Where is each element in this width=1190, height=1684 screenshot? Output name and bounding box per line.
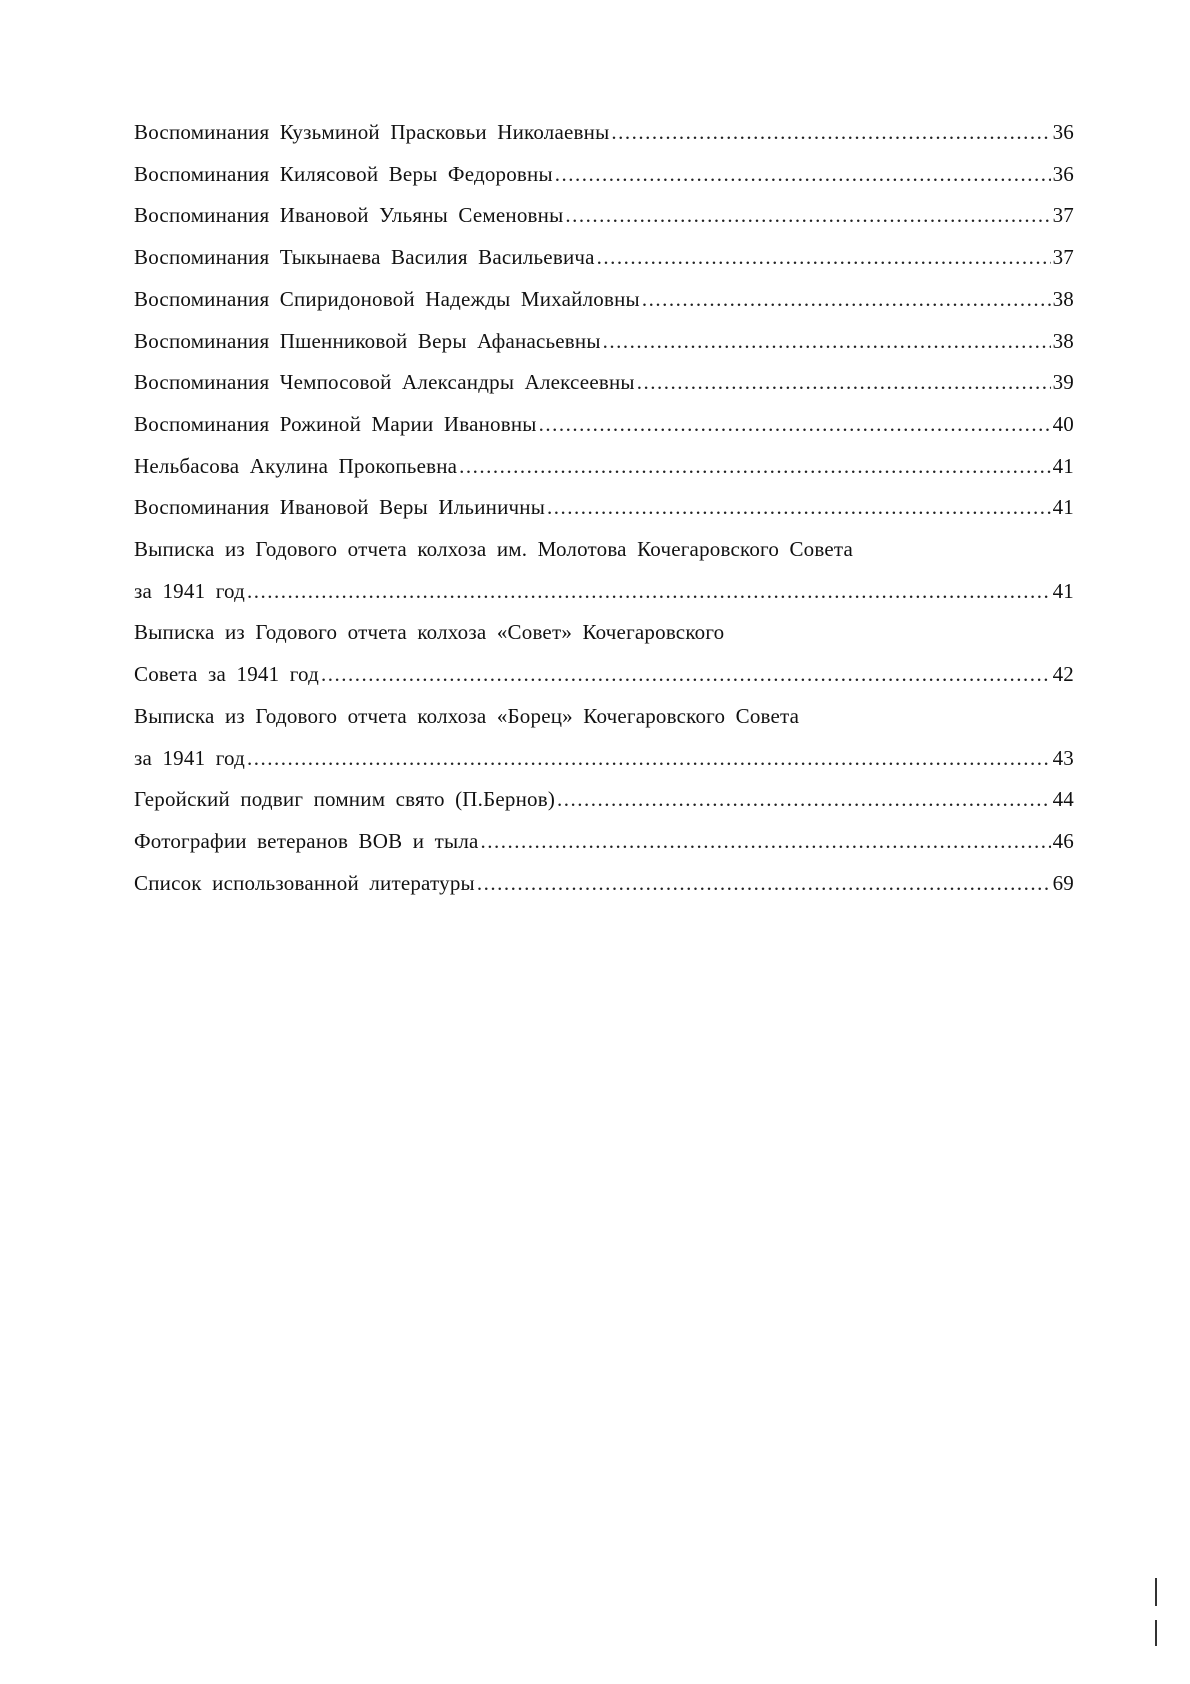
dot-leader — [459, 446, 1050, 488]
toc-entry-title: Геройский подвиг помним свято (П.Бернов) — [134, 787, 556, 812]
toc-entry-title: Воспоминания Килясовой Веры Федоровны — [134, 161, 553, 186]
dot-leader — [247, 738, 1051, 780]
toc-entry-title: Воспоминания Спиридоновой Надежды Михайловны — [134, 286, 640, 311]
toc-entry — [134, 612, 1074, 695]
toc-entry-title-line1: Выписка из Годового отчета колхоза «Борец» Кочегаровского Совета — [134, 703, 800, 728]
toc-entry-page: 41 — [1052, 453, 1074, 478]
toc-entry-page: 37 — [1052, 203, 1074, 228]
dot-leader — [597, 237, 1051, 279]
toc-entry-page: 40 — [1052, 411, 1074, 436]
toc-entry-title: Фотографии ветеранов ВОВ и тыла — [134, 828, 479, 853]
toc-entry-title-line2: за 1941 год — [134, 578, 245, 603]
toc-entry-title-line1: Выписка из Годового отчета колхоза «Совет» Кочегаровского — [134, 620, 725, 645]
toc-entry-title: Воспоминания Тыкынаева Василия Васильевича — [134, 245, 595, 270]
scan-margin-mark — [1155, 1620, 1157, 1646]
toc-entry-title-line2: Совета за 1941 год — [134, 662, 320, 687]
toc-entry — [134, 154, 1074, 196]
toc-entry — [134, 487, 1074, 529]
dot-leader — [637, 362, 1051, 404]
toc-entry-page: 37 — [1052, 245, 1074, 270]
toc-entry-page: 42 — [1052, 662, 1074, 687]
toc-entry-title: Воспоминания Пшенниковой Веры Афанасьевны — [134, 328, 601, 353]
toc-entry-page: 36 — [1052, 120, 1074, 144]
toc-entry-page: 43 — [1052, 745, 1074, 770]
dot-leader — [477, 863, 1051, 905]
toc-entry-title: Воспоминания Ивановой Веры Ильиничны — [134, 495, 546, 520]
toc-entry — [134, 779, 1074, 821]
toc-entry — [134, 195, 1074, 237]
dot-leader — [247, 571, 1051, 613]
toc-entry-title: Воспоминания Кузьминой Прасковьи Николаевны — [134, 120, 610, 144]
dot-leader — [557, 779, 1051, 821]
toc-entry — [134, 821, 1074, 863]
toc-entry-title: Воспоминания Чемпосовой Александры Алексеевны — [134, 370, 635, 395]
toc-entry — [134, 362, 1074, 404]
toc-entry — [134, 279, 1074, 321]
toc-entry — [134, 112, 1074, 154]
dot-leader — [611, 112, 1050, 154]
toc-entry — [134, 529, 1074, 612]
scan-margin-mark — [1155, 1578, 1157, 1606]
toc-entry — [134, 863, 1074, 905]
toc-entry-page: 38 — [1052, 286, 1074, 311]
toc-entry-page: 46 — [1052, 828, 1074, 853]
toc-entry — [134, 696, 1074, 779]
toc-entry — [134, 446, 1074, 488]
dot-leader — [555, 154, 1051, 196]
toc-entry-title: Воспоминания Рожиной Марии Ивановны — [134, 411, 537, 436]
toc-entry — [134, 237, 1074, 279]
dot-leader — [547, 487, 1051, 529]
dot-leader — [539, 404, 1051, 446]
toc-entry-page: 36 — [1052, 161, 1074, 186]
toc-entry-title-line1: Выписка из Годового отчета колхоза им. Молотова Кочегаровского Совета — [134, 537, 854, 562]
toc-entry-title: Воспоминания Ивановой Ульяны Семеновны — [134, 203, 564, 228]
toc-entry-page: 39 — [1052, 370, 1074, 395]
toc-entry-page: 41 — [1052, 495, 1074, 520]
toc-entry — [134, 404, 1074, 446]
table-of-contents — [134, 112, 1074, 904]
dot-leader — [321, 654, 1051, 696]
toc-entry-title: Нельбасова Акулина Прокопьевна — [134, 453, 458, 478]
toc-entry-page: 38 — [1052, 328, 1074, 353]
dot-leader — [603, 321, 1051, 363]
toc-entry — [134, 321, 1074, 363]
toc-entry-page: 41 — [1052, 578, 1074, 603]
toc-entry-page: 44 — [1052, 787, 1074, 812]
toc-entry-page: 69 — [1052, 870, 1074, 895]
dot-leader — [481, 821, 1051, 863]
dot-leader — [642, 279, 1051, 321]
toc-entry-title-line2: за 1941 год — [134, 745, 245, 770]
dot-leader — [565, 195, 1050, 237]
toc-entry-title: Список использованной литературы — [134, 870, 475, 895]
